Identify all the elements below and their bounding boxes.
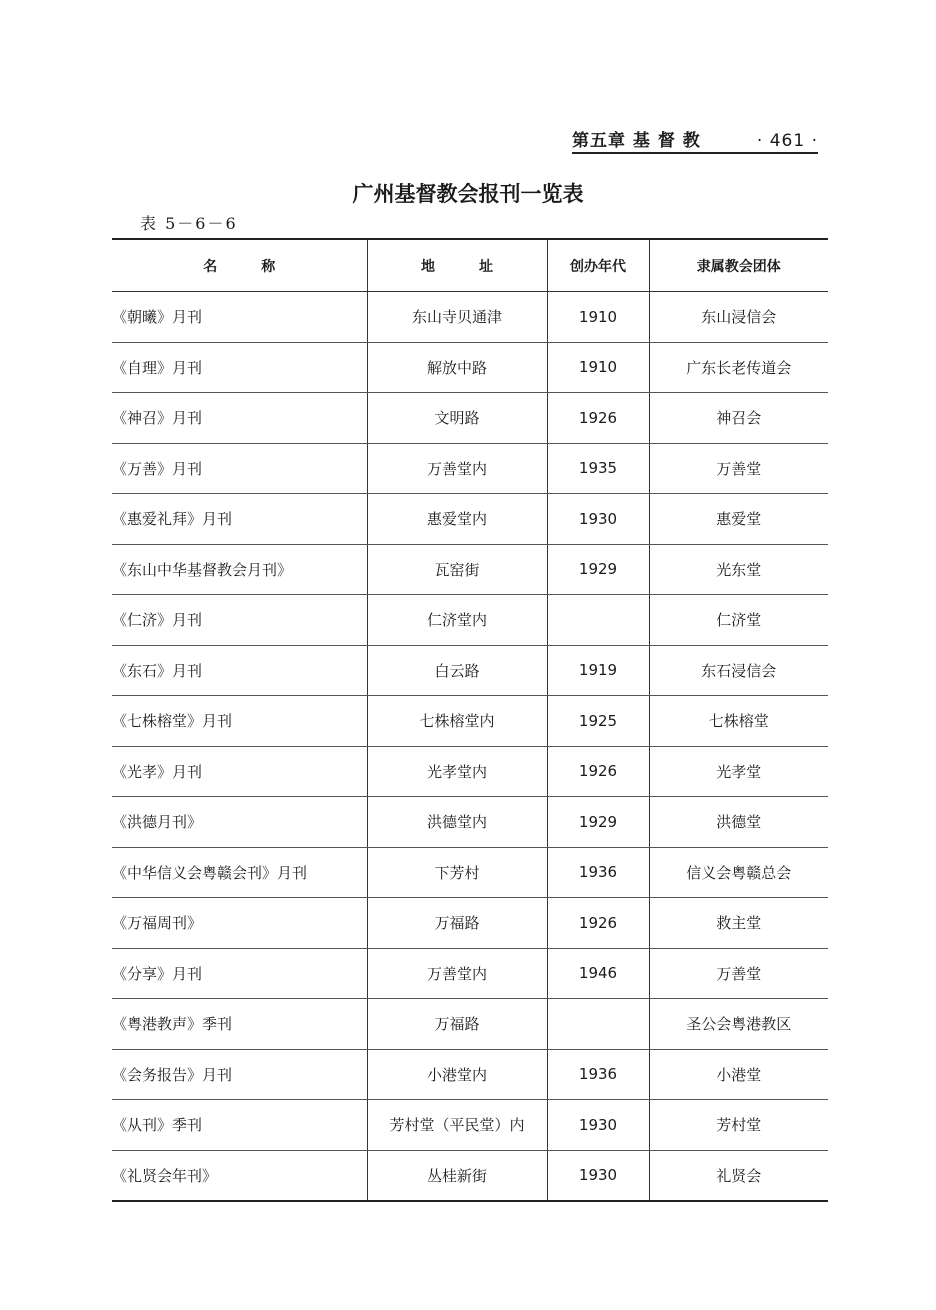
church-org-cell: 万善堂 (649, 948, 828, 999)
table-row (112, 1150, 828, 1201)
table-row (112, 292, 828, 343)
church-org-cell: 神召会 (649, 393, 828, 444)
founded-year-cell: 1936 (547, 1049, 649, 1100)
table-row (112, 898, 828, 949)
publication-name-cell: 《分享》月刊 (112, 948, 367, 999)
publication-name-cell: 《万善》月刊 (112, 443, 367, 494)
page-number: · 461 · (756, 131, 818, 151)
founded-year-cell (547, 999, 649, 1050)
address-cell: 洪德堂内 (367, 797, 547, 848)
church-org-cell: 东石浸信会 (649, 645, 828, 696)
church-org-cell: 七株榕堂 (649, 696, 828, 747)
publication-name-cell: 《七株榕堂》月刊 (112, 696, 367, 747)
address-cell: 光孝堂内 (367, 746, 547, 797)
chapter-title: 第五章 基 督 教 (572, 131, 701, 151)
address-cell: 瓦窑街 (367, 544, 547, 595)
publication-name-cell: 《粤港教声》季刊 (112, 999, 367, 1050)
table-header-row (112, 239, 828, 292)
founded-year-cell: 1926 (547, 746, 649, 797)
running-head (572, 130, 818, 154)
address-cell: 白云路 (367, 645, 547, 696)
address-cell: 七株榕堂内 (367, 696, 547, 747)
address-cell: 文明路 (367, 393, 547, 444)
founded-year-cell: 1910 (547, 342, 649, 393)
publication-name-cell: 《自理》月刊 (112, 342, 367, 393)
church-org-cell: 芳村堂 (649, 1100, 828, 1151)
founded-year-cell: 1929 (547, 544, 649, 595)
founded-year-cell: 1910 (547, 292, 649, 343)
table-row (112, 1049, 828, 1100)
table-row (112, 948, 828, 999)
publication-name-cell: 《会务报告》月刊 (112, 1049, 367, 1100)
church-org-cell: 光东堂 (649, 544, 828, 595)
church-org-cell: 万善堂 (649, 443, 828, 494)
church-org-cell: 洪德堂 (649, 797, 828, 848)
address-cell: 东山寺贝通津 (367, 292, 547, 343)
founded-year-cell: 1935 (547, 443, 649, 494)
publication-name-cell: 《神召》月刊 (112, 393, 367, 444)
founded-year-cell: 1926 (547, 898, 649, 949)
table-row (112, 797, 828, 848)
table-body (112, 292, 828, 1202)
publication-name-cell: 《中华信义会粤赣会刊》月刊 (112, 847, 367, 898)
table-row (112, 645, 828, 696)
publication-name-cell: 《东石》月刊 (112, 645, 367, 696)
document-title: 广州基督教会报刊一览表 (352, 182, 584, 206)
address-cell: 解放中路 (367, 342, 547, 393)
address-cell: 惠爱堂内 (367, 494, 547, 545)
table-row (112, 696, 828, 747)
publication-name-cell: 《从刊》季刊 (112, 1100, 367, 1151)
table-row (112, 494, 828, 545)
founded-year-cell: 1929 (547, 797, 649, 848)
church-org-cell: 仁济堂 (649, 595, 828, 646)
address-cell: 万善堂内 (367, 443, 547, 494)
church-org-cell: 惠爱堂 (649, 494, 828, 545)
address-cell: 丛桂新街 (367, 1150, 547, 1201)
church-org-cell: 小港堂 (649, 1049, 828, 1100)
address-cell: 万善堂内 (367, 948, 547, 999)
table-row (112, 746, 828, 797)
publication-name-cell: 《洪德月刊》 (112, 797, 367, 848)
publication-name-cell: 《朝曦》月刊 (112, 292, 367, 343)
publication-name-cell: 《仁济》月刊 (112, 595, 367, 646)
table-row (112, 443, 828, 494)
church-org-cell: 救主堂 (649, 898, 828, 949)
founded-year-cell: 1936 (547, 847, 649, 898)
column-header-org: 隶属教会团体 (649, 239, 828, 292)
founded-year-cell: 1926 (547, 393, 649, 444)
founded-year-cell: 1930 (547, 494, 649, 545)
table-row (112, 595, 828, 646)
address-cell: 小港堂内 (367, 1049, 547, 1100)
publications-table (112, 238, 828, 1202)
column-header-address: 地址 (367, 239, 547, 292)
founded-year-cell: 1930 (547, 1150, 649, 1201)
founded-year-cell: 1919 (547, 645, 649, 696)
publication-name-cell: 《礼贤会年刊》 (112, 1150, 367, 1201)
table-row (112, 999, 828, 1050)
table-number: 表 5－6－6 (140, 214, 238, 233)
publication-name-cell: 《惠爱礼拜》月刊 (112, 494, 367, 545)
publication-name-cell: 《光孝》月刊 (112, 746, 367, 797)
address-cell: 万福路 (367, 999, 547, 1050)
founded-year-cell (547, 595, 649, 646)
founded-year-cell: 1930 (547, 1100, 649, 1151)
publication-name-cell: 《东山中华基督教会月刊》 (112, 544, 367, 595)
table-row (112, 1100, 828, 1151)
publication-name-cell: 《万福周刊》 (112, 898, 367, 949)
address-cell: 芳村堂（平民堂）内 (367, 1100, 547, 1151)
church-org-cell: 礼贤会 (649, 1150, 828, 1201)
church-org-cell: 光孝堂 (649, 746, 828, 797)
table-row (112, 393, 828, 444)
church-org-cell: 圣公会粤港教区 (649, 999, 828, 1050)
church-org-cell: 信义会粤赣总会 (649, 847, 828, 898)
table-row (112, 847, 828, 898)
church-org-cell: 东山浸信会 (649, 292, 828, 343)
founded-year-cell: 1946 (547, 948, 649, 999)
church-org-cell: 广东长老传道会 (649, 342, 828, 393)
address-cell: 下芳村 (367, 847, 547, 898)
table-row (112, 544, 828, 595)
column-header-name: 名称 (112, 239, 367, 292)
address-cell: 仁济堂内 (367, 595, 547, 646)
founded-year-cell: 1925 (547, 696, 649, 747)
address-cell: 万福路 (367, 898, 547, 949)
column-header-year: 创办年代 (547, 239, 649, 292)
table-row (112, 342, 828, 393)
